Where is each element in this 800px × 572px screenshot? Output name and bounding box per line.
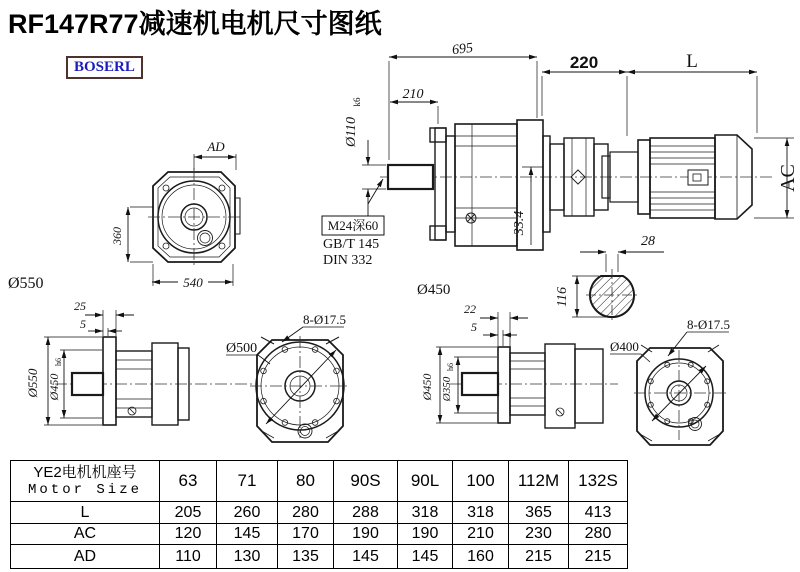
dim-210: 210: [402, 87, 424, 102]
row-label-L: L: [11, 502, 160, 524]
col-132s: 132S: [569, 461, 628, 502]
brand-logo: BOSERL: [66, 56, 143, 79]
dim-540: 540: [183, 275, 203, 290]
motor-size-table: [10, 460, 628, 569]
dim-spigot-a-tol: h6: [54, 358, 63, 366]
dim-220: 220: [569, 53, 599, 72]
main-assembly-view: [380, 120, 772, 250]
note-tap: M24深60: [327, 218, 379, 233]
label-bolt-holes-b: 8-Ø17.5: [687, 317, 730, 332]
dim-AD: AD: [207, 139, 225, 154]
col-63: 63: [160, 461, 217, 502]
dim-spigot-b-tol: h6: [446, 363, 455, 371]
cell-L-3: 288: [334, 502, 398, 524]
cell-AC-4: 190: [398, 524, 453, 545]
cell-AD-5: 160: [453, 545, 509, 569]
dim-shaft-dia: Ø110: [344, 116, 359, 148]
technical-drawing: [0, 40, 800, 460]
cell-AD-4: 145: [398, 545, 453, 569]
cell-L-5: 318: [453, 502, 509, 524]
label-bolt-holes-a: 8-Ø17.5: [303, 312, 346, 327]
cell-AC-7: 280: [569, 524, 628, 545]
dim-33-4: 33.4: [512, 210, 527, 236]
cell-AD-6: 215: [509, 545, 569, 569]
dim-28: 28: [641, 234, 655, 249]
dim-spigot-a: Ø450: [47, 373, 61, 401]
cell-AD-7: 215: [569, 545, 628, 569]
table-header-motor-size: [11, 461, 160, 502]
col-71: 71: [217, 461, 278, 502]
table-row-AD: [11, 545, 628, 569]
dim-5b: 5: [471, 320, 477, 334]
flange-side-view-b: [450, 344, 618, 428]
shaft-cross-section: [586, 269, 638, 323]
dim-od-b: Ø450: [420, 373, 434, 401]
dim-shaft-dia-tol: k6: [352, 97, 362, 107]
dim-695: 695: [451, 40, 474, 59]
cell-L-7: 413: [569, 502, 628, 524]
cell-AD-2: 135: [278, 545, 334, 569]
col-90s: 90S: [334, 461, 398, 502]
cell-AD-1: 130: [217, 545, 278, 569]
cell-AC-2: 170: [278, 524, 334, 545]
col-112m: 112M: [509, 461, 569, 502]
dim-AC: AC: [777, 164, 799, 192]
col-80: 80: [278, 461, 334, 502]
cell-AC-6: 230: [509, 524, 569, 545]
motor-size-label-cn: YE2电机机座号: [33, 464, 137, 481]
row-label-AC: AC: [11, 524, 160, 545]
cell-L-2: 280: [278, 502, 334, 524]
dim-spigot-b: Ø350: [441, 376, 453, 402]
cell-L-1: 260: [217, 502, 278, 524]
cell-AD-3: 145: [334, 545, 398, 569]
note-gbt: GB/T 145: [323, 237, 380, 252]
label-bolt-circle-b: Ø400: [610, 339, 639, 354]
page-title: RF147R77减速机电机尺寸图纸: [8, 9, 382, 39]
label-bolt-circle-a: Ø500: [226, 341, 258, 356]
cell-L-0: 205: [160, 502, 217, 524]
cell-L-6: 365: [509, 502, 569, 524]
cell-AC-0: 120: [160, 524, 217, 545]
caption-d450: Ø450: [417, 282, 451, 298]
col-100: 100: [453, 461, 509, 502]
dim-5a: 5: [80, 317, 86, 331]
motor-size-label-en: Motor Size: [27, 482, 142, 498]
dim-od-a: Ø550: [25, 368, 40, 398]
gearbox-front-view: [148, 168, 240, 266]
flange-front-view-a: [250, 336, 350, 442]
note-din: DIN 332: [323, 253, 373, 268]
caption-d550: Ø550: [8, 275, 44, 292]
dim-L: L: [686, 51, 698, 72]
cell-AC-1: 145: [217, 524, 278, 545]
dim-360: 360: [110, 227, 124, 245]
dim-22: 22: [464, 302, 476, 316]
dim-25: 25: [74, 299, 86, 313]
row-label-AD: AD: [11, 545, 160, 569]
table-row-AC: [11, 524, 628, 545]
cell-AC-3: 190: [334, 524, 398, 545]
cell-L-4: 318: [398, 502, 453, 524]
cell-AC-5: 210: [453, 524, 509, 545]
col-90l: 90L: [398, 461, 453, 502]
cell-AD-0: 110: [160, 545, 217, 569]
dim-116: 116: [555, 287, 570, 307]
table-row-L: [11, 502, 628, 524]
